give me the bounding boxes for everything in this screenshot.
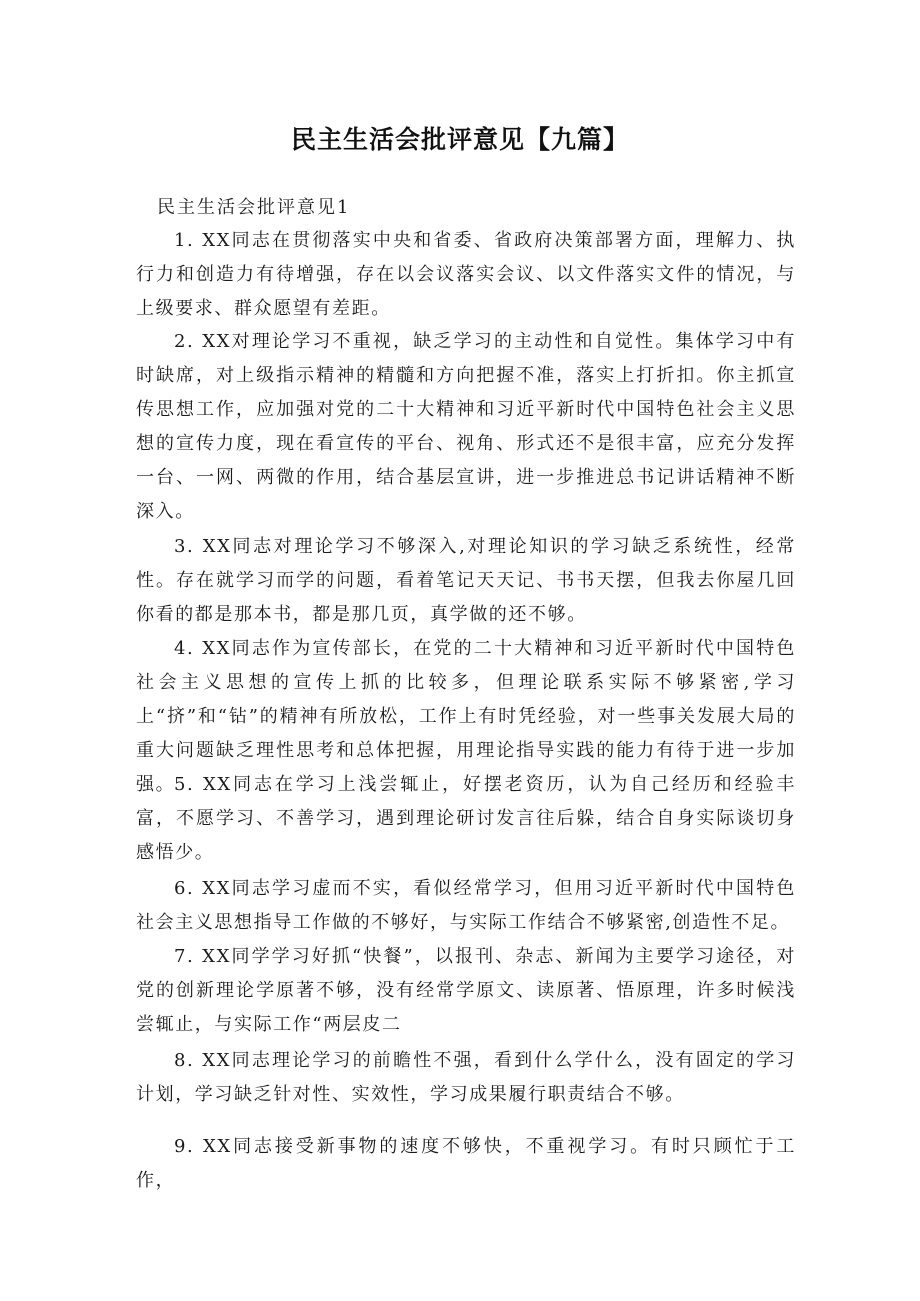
paragraph-6: 6. XX同志学习虚而不实，看似经常学习，但用习近平新时代中国特色社会主义思想指导工作做的不够好，与实际工作结合不够紧密,创造性不足。 [136,878,796,933]
paragraph-9: 9. XX同志接受新事物的速度不够快，不重视学习。有时只顾忙于工作， [136,1136,796,1191]
paragraph-5: 5. XX同志在学习上浅尝辄止，好摆老资历，认为自己经历和经验丰富，不愿学习、不善学习，遇到理论研讨发言往后躲，结合自身实际谈切身感悟少。 [136,774,796,863]
paragraph-3: 3. XX同志对理论学习不够深入,对理论知识的学习缺乏系统性，经常性。存在就学习而学的问题，看着笔记天天记、书书天摆，但我去你屋几回你看的都是那本书，都是那几页，真学做的还不够。 [136,536,796,625]
paragraph-4: 4. XX同志作为宣传部长，在党的二十大精神和习近平新时代中国特色社会主义思想的宣传上抓的比较多，但理论联系实际不够紧密,学习上“挤”和“钻”的精神有所放松，工作上有时凭经验，对一些事关发展大局的重大问题缺乏理性思考和总体把握，用理论指导实践的能力有待于进一步加强。 [136,638,796,795]
paragraph-2: 2. XX对理论学习不重视，缺乏学习的主动性和自觉性。集体学习中有时缺席，对上级指示精神的精髓和方向把握不准，落实上打折扣。你主抓宣传思想工作，应加强对党的二十大精神和习近平新时代中国特色社会主义思想的宣传力度，现在看宣传的平台、视角、形式还不是很丰富，应充分发挥一台、一网、两微的作用，结合基层宣讲，进一步推进总书记讲话精神不断深入。 [136,331,796,522]
document-title: 民主生活会批评意见【九篇】 [290,125,629,154]
paragraph-8: 8. XX同志理论学习的前瞻性不强，看到什么学什么，没有固定的学习计划，学习缺乏针对性、实效性，学习成果履行职责结合不够。 [136,1050,796,1105]
paragraph-1: 1. XX同志在贯彻落实中央和省委、省政府决策部署方面，理解力、执行力和创造力有待增强，存在以会议落实会议、以文件落实文件的情况，与上级要求、群众愿望有差距。 [136,230,796,319]
section-heading: 民主生活会批评意见1 [157,197,351,218]
paragraph-7: 7. XX同学学习好抓“快餐”，以报刊、杂志、新闻为主要学习途径，对党的创新理论学原著不够，没有经常学原文、读原著、悟原理，许多时候浅尝辄止，与实际工作“两层皮二 [136,946,796,1035]
